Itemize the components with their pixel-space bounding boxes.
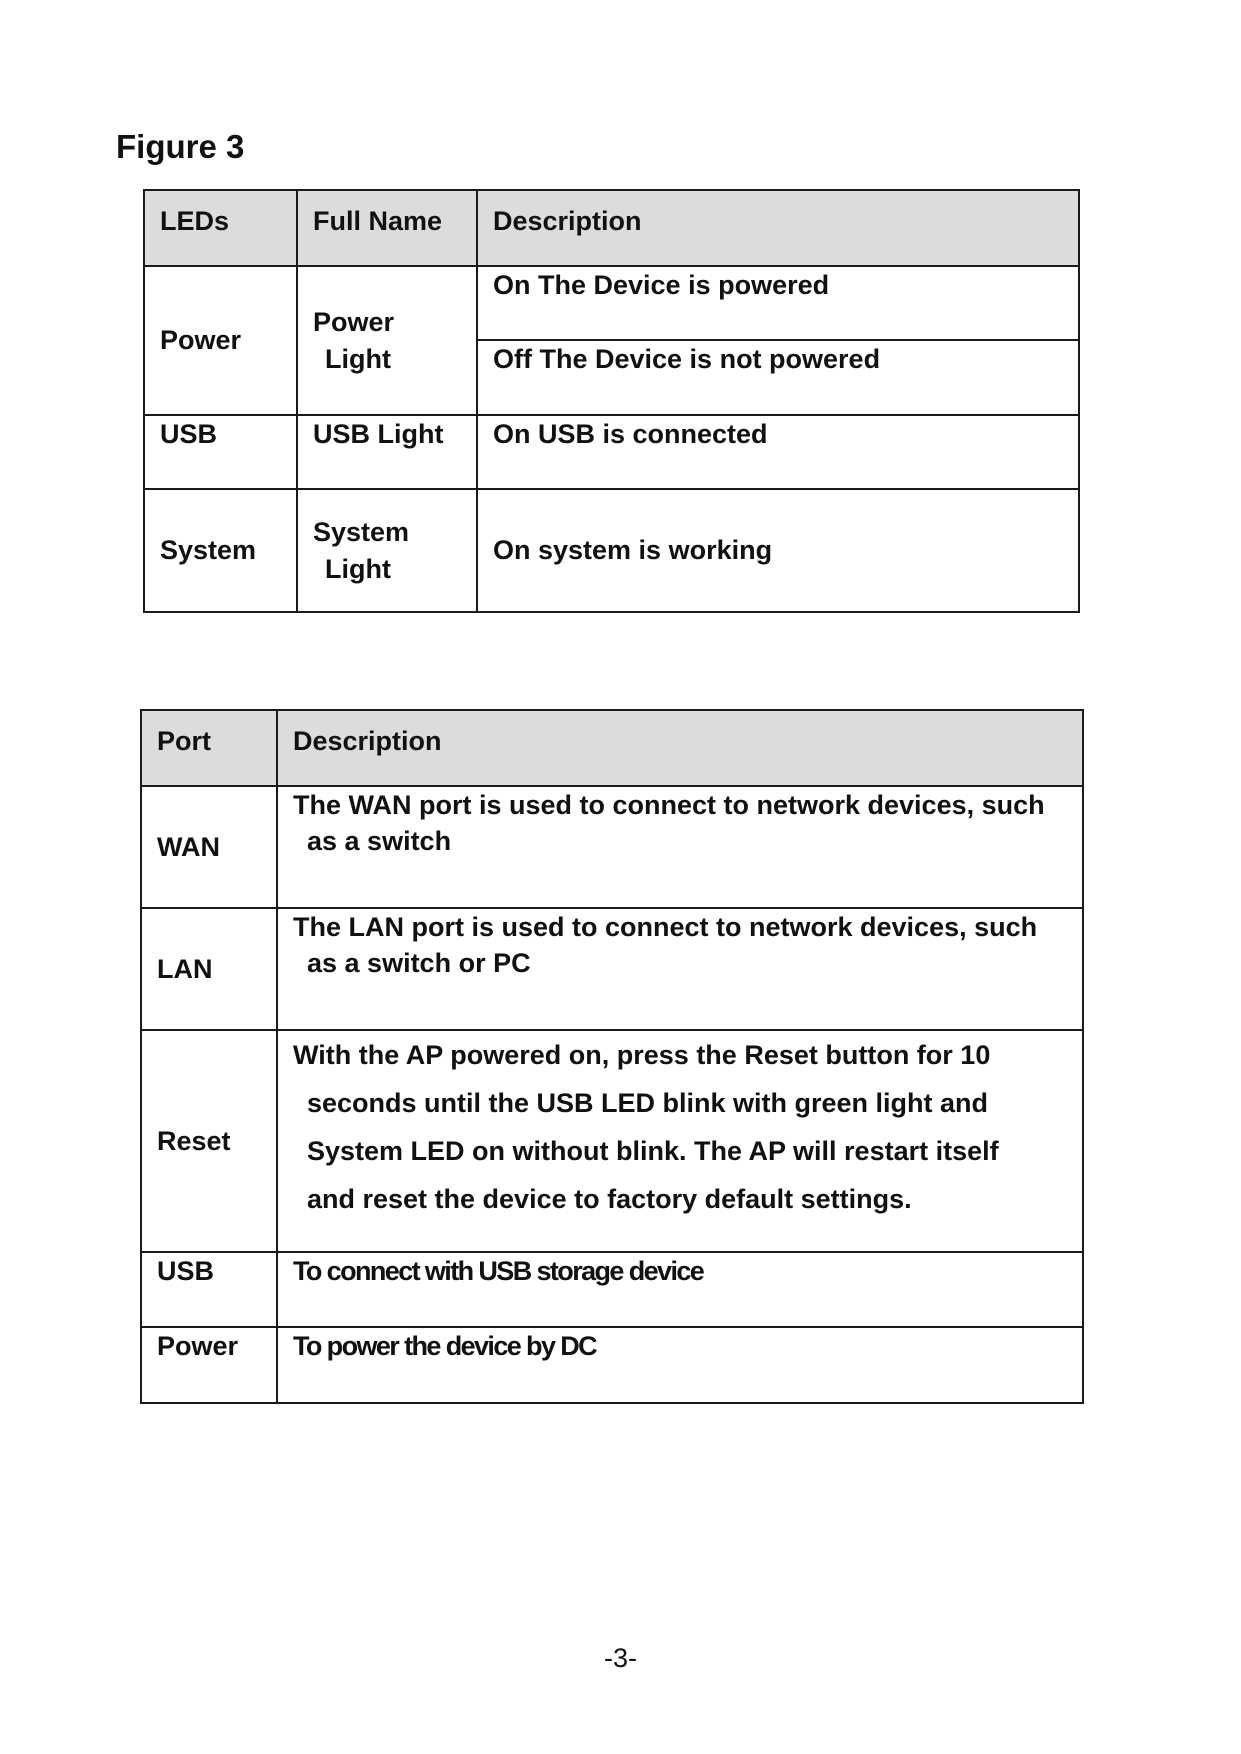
port-lan-desc-line1: The LAN port is used to connect to network devices, such <box>293 912 1038 942</box>
port-lan-name: LAN <box>141 908 277 1030</box>
port-reset-desc-line4: and reset the device to factory default settings. <box>307 1184 912 1214</box>
led-power-desc-off: Off The Device is not powered <box>477 340 1079 415</box>
port-usb-desc: To connect with USB storage device <box>277 1252 1083 1327</box>
port-row-usb <box>141 1252 1083 1327</box>
port-row-lan <box>141 908 1083 1030</box>
led-system-desc: On system is working <box>477 489 1079 612</box>
led-power-desc-on: On The Device is powered <box>477 266 1079 340</box>
led-power-full-name <box>297 266 477 415</box>
led-system-full-name-line2: Light <box>325 553 391 584</box>
led-system-name: System <box>144 489 297 612</box>
port-row-power <box>141 1327 1083 1403</box>
page-number: -3- <box>604 1643 637 1673</box>
header-port-description: Description <box>277 710 1083 786</box>
led-usb-name: USB <box>144 415 297 489</box>
port-lan-desc-line2: as a switch or PC <box>307 948 531 979</box>
port-wan-name: WAN <box>141 786 277 908</box>
port-power-name: Power <box>141 1327 277 1403</box>
header-port: Port <box>141 710 277 786</box>
led-power-full-name-line2: Light <box>325 343 391 374</box>
port-reset-desc <box>277 1030 1083 1252</box>
port-table-header-row <box>141 710 1083 786</box>
port-power-desc: To power the device by DC <box>277 1327 1083 1403</box>
led-row-usb <box>144 415 1079 489</box>
header-leds: LEDs <box>144 190 297 266</box>
port-wan-desc-line2: as a switch <box>307 826 452 857</box>
led-table <box>143 189 1080 613</box>
led-system-full-name <box>297 489 477 612</box>
port-lan-desc <box>277 908 1083 1030</box>
led-power-full-name-line1: Power <box>313 307 395 338</box>
port-reset-desc-line1: With the AP powered on, press the Reset button for 10 <box>293 1040 991 1070</box>
led-row-system <box>144 489 1079 612</box>
port-row-wan <box>141 786 1083 908</box>
led-row-power <box>144 266 1079 340</box>
led-table-header-row <box>144 190 1079 266</box>
led-usb-desc: On USB is connected <box>477 415 1079 489</box>
led-system-full-name-line1: System <box>313 517 410 548</box>
port-usb-name: USB <box>141 1252 277 1327</box>
port-reset-name: Reset <box>141 1030 277 1252</box>
port-reset-desc-line3: System LED on without blink. The AP will restart itself <box>307 1136 999 1166</box>
port-wan-desc-line1: The WAN port is used to connect to network devices, such <box>293 790 1045 820</box>
port-wan-desc <box>277 786 1083 908</box>
figure-title: Figure 3 <box>116 128 245 165</box>
port-row-reset <box>141 1030 1083 1252</box>
port-reset-desc-line2: seconds until the USB LED blink with green light and <box>307 1088 989 1118</box>
port-table <box>140 709 1084 1404</box>
led-usb-full-name: USB Light <box>297 415 477 489</box>
header-description: Description <box>477 190 1079 266</box>
led-power-name: Power <box>144 266 297 415</box>
header-full-name: Full Name <box>297 190 477 266</box>
